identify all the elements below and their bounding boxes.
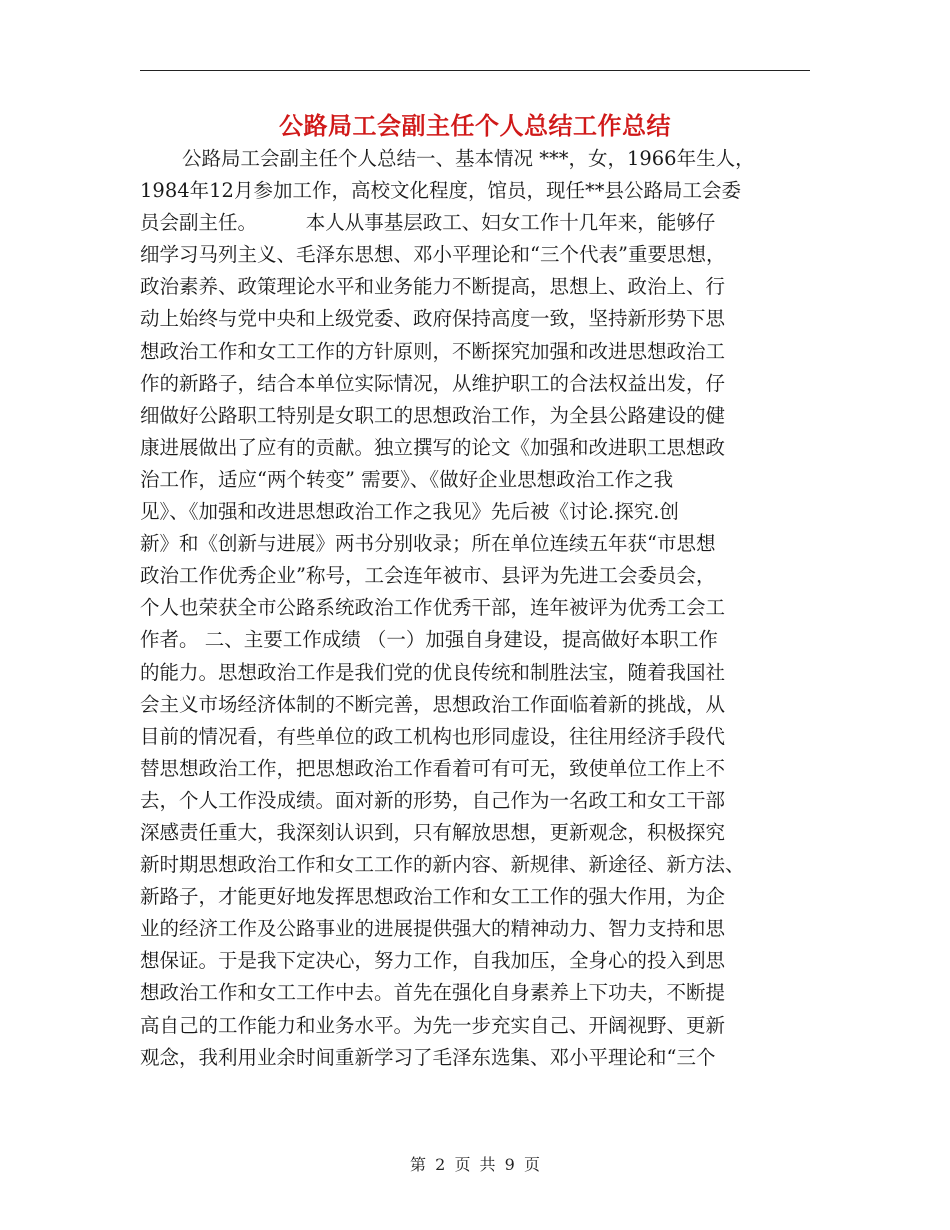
body-line: 业的经济工作及公路事业的进展提供强大的精神动力、智力支持和思: [140, 917, 726, 941]
body-line: 新》和《创新与进展》两书分别收录；所在单位连续五年获“市思想: [140, 532, 716, 556]
footer-label-page: 第: [410, 1155, 427, 1174]
document-body: [140, 143, 810, 1074]
body-line: 动上始终与党中央和上级党委、政府保持高度一致，坚持新形势下思: [140, 307, 726, 331]
body-line: 政治素养、政策理论水平和业务能力不断提高，思想上、政治上、行: [140, 275, 726, 299]
footer-total-pages: 9: [504, 1155, 515, 1174]
body-line: 新路子，才能更好地发挥思想政治工作和女工工作的强大作用，为企: [140, 885, 726, 909]
body-line: 深感责任重大，我深刻认识到，只有解放思想，更新观念，积极探究: [140, 820, 726, 844]
body-line: 员会副主任。 本人从事基层政工、妇女工作十几年来，能够仔: [140, 211, 716, 235]
body-line: 细学习马列主义、毛泽东思想、邓小平理论和“三个代表”重要思想，: [140, 243, 726, 267]
body-line: 替思想政治工作，把思想政治工作看着可有可无，致使单位工作上不: [140, 756, 726, 780]
body-line: 高自己的工作能力和业务水平。为先一步充实自己、开阔视野、更新: [140, 1013, 726, 1037]
body-line: 1984年12月参加工作，高校文化程度，馆员，现任**县公路局工会委: [140, 179, 741, 203]
header-rule: [140, 70, 810, 71]
body-line: 会主义市场经济体制的不断完善，思想政治工作面临着新的挑战，从: [140, 692, 726, 716]
body-line: 个人也荣获全市公路系统政治工作优秀干部，连年被评为优秀工会工: [140, 596, 726, 620]
body-line: 见》、《加强和改进思想政治工作之我见》先后被《讨论.探究.创: [140, 500, 679, 524]
page-footer: [0, 1153, 950, 1177]
body-line: 想政治工作和女工工作中去。首先在强化自身素养上下功夫，不断提: [140, 981, 726, 1005]
document-title: 公路局工会副主任个人总结工作总结: [279, 111, 671, 140]
footer-label-unit2: 页: [523, 1155, 540, 1174]
footer-label-total: 共: [479, 1155, 496, 1174]
body-line: 的能力。思想政治工作是我们党的优良传统和制胜法宝，随着我国社: [140, 660, 726, 684]
body-line: 康进展做出了应有的贡献。独立撰写的论文《加强和改进职工思想政: [140, 435, 726, 459]
body-line: 治工作，适应“两个转变” 需要》、《做好企业思想政治工作之我: [140, 467, 674, 491]
footer-label-unit: 页: [454, 1155, 471, 1174]
body-line: 新时期思想政治工作和女工工作的新内容、新规律、新途径、新方法、: [140, 853, 745, 877]
footer-current-page: 2: [435, 1155, 446, 1174]
body-line: 想政治工作和女工工作的方针原则，不断探究加强和改进思想政治工: [140, 339, 726, 363]
body-line: 作的新路子，结合本单位实际情况，从维护职工的合法权益出发，仔: [140, 371, 726, 395]
body-line: 政治工作优秀企业”称号，工会连年被市、县评为先进工会委员会，: [140, 564, 716, 588]
body-line: 去，个人工作没成绩。面对新的形势，自己作为一名政工和女工干部: [140, 788, 726, 812]
body-line: 想保证。于是我下定决心，努力工作，自我加压，全身心的投入到思: [140, 949, 726, 973]
body-line: 作者。 二、主要工作成绩 （一）加强自身建设，提高做好本职工作: [140, 628, 718, 652]
body-line: 细做好公路职工特别是女职工的思想政治工作，为全县公路建设的健: [140, 403, 726, 427]
body-line: 公路局工会副主任个人总结一、基本情况 ***，女，1966年生人，: [182, 147, 755, 170]
body-line: 观念，我利用业余时间重新学习了毛泽东选集、邓小平理论和“三个: [140, 1045, 716, 1069]
body-line: 目前的情况看，有些单位的政工机构也形同虚设，往往用经济手段代: [140, 724, 726, 748]
